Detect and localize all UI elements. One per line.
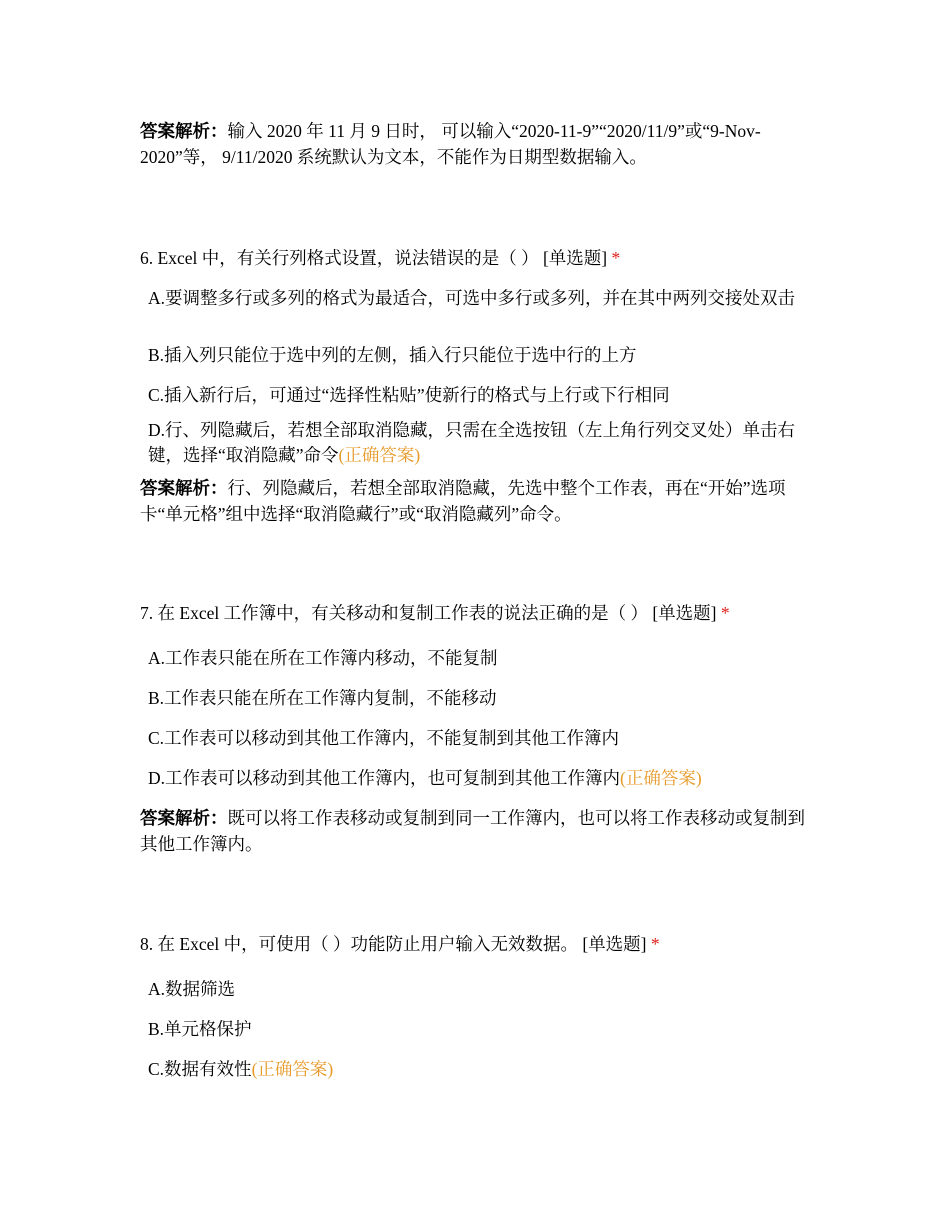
analysis-text: 行、列隐藏后，若想全部取消隐藏，先选中整个工作表，再在“开始”选项卡“单元格”组中选择“取消隐藏行”或“取消隐藏列”命令。 bbox=[140, 478, 786, 524]
q7-option-b bbox=[148, 686, 812, 711]
q8-option-a bbox=[148, 977, 812, 1002]
analysis-label: 答案解析： bbox=[140, 122, 228, 142]
option-text: D.工作表可以移动到其他工作簿内，也可复制到其他工作簿内 bbox=[148, 768, 621, 788]
required-star: * bbox=[720, 603, 730, 623]
analysis-label: 答案解析： bbox=[140, 479, 228, 499]
question-7-stem bbox=[140, 601, 820, 626]
q7-option-c bbox=[148, 726, 812, 751]
required-star: * bbox=[611, 248, 621, 268]
q7-option-a bbox=[148, 646, 812, 671]
q8-option-b bbox=[148, 1017, 812, 1042]
q7-option-d bbox=[148, 766, 812, 791]
q5-analysis bbox=[140, 119, 812, 170]
correct-answer-marker: (正确答案) bbox=[338, 445, 421, 465]
q6-option-a bbox=[148, 286, 812, 311]
question-text: 8. 在 Excel 中，可使用（ ）功能防止用户输入无效数据。 [单选题] bbox=[140, 934, 647, 954]
option-text: B.插入列只能位于选中列的左侧，插入行只能位于选中行的上方 bbox=[148, 345, 637, 365]
option-text: D.行、列隐藏后，若想全部取消隐藏，只需在全选按钮（左上角行列交叉处）单击右键，选择“取消隐藏”命令 bbox=[148, 420, 796, 465]
question-text: 6. Excel 中，有关行列格式设置，说法错误的是（ ） [单选题] bbox=[140, 248, 608, 268]
q7-analysis bbox=[140, 806, 812, 857]
q8-option-c bbox=[148, 1057, 812, 1082]
option-text: C.数据有效性 bbox=[148, 1059, 252, 1079]
analysis-label: 答案解析： bbox=[140, 809, 228, 829]
question-text: 7. 在 Excel 工作簿中，有关移动和复制工作表的说法正确的是（ ） [单选题] bbox=[140, 603, 717, 623]
analysis-text: 输入 2020 年 11 月 9 日时， 可以输入“2020-11-9”“2020/11/9”或“9-Nov-2020”等， 9/11/2020 系统默认为文本，不能作为日期型数据输入。 bbox=[140, 121, 761, 167]
q6-option-b bbox=[148, 343, 812, 368]
question-8-stem bbox=[140, 932, 820, 957]
option-text: A.工作表只能在所在工作簿内移动，不能复制 bbox=[148, 648, 498, 668]
q6-option-d bbox=[148, 418, 812, 468]
option-text: A.要调整多行或多列的格式为最适合，可选中多行或多列，并在其中两列交接处双击 bbox=[148, 288, 796, 308]
option-text: C.插入新行后，可通过“选择性粘贴”使新行的格式与上行或下行相同 bbox=[148, 385, 670, 405]
correct-answer-marker: (正确答案) bbox=[251, 1059, 334, 1079]
option-text: C.工作表可以移动到其他工作簿内，不能复制到其他工作簿内 bbox=[148, 728, 620, 748]
question-6-stem bbox=[140, 246, 820, 271]
option-text: A.数据筛选 bbox=[148, 979, 236, 999]
q6-analysis bbox=[140, 476, 812, 527]
option-text: B.工作表只能在所在工作簿内复制，不能移动 bbox=[148, 688, 497, 708]
analysis-text: 既可以将工作表移动或复制到同一工作簿内，也可以将工作表移动或复制到其他工作簿内。 bbox=[140, 808, 805, 854]
required-star: * bbox=[650, 934, 660, 954]
option-text: B.单元格保护 bbox=[148, 1019, 252, 1039]
correct-answer-marker: (正确答案) bbox=[620, 768, 702, 788]
q6-option-c bbox=[148, 383, 812, 408]
